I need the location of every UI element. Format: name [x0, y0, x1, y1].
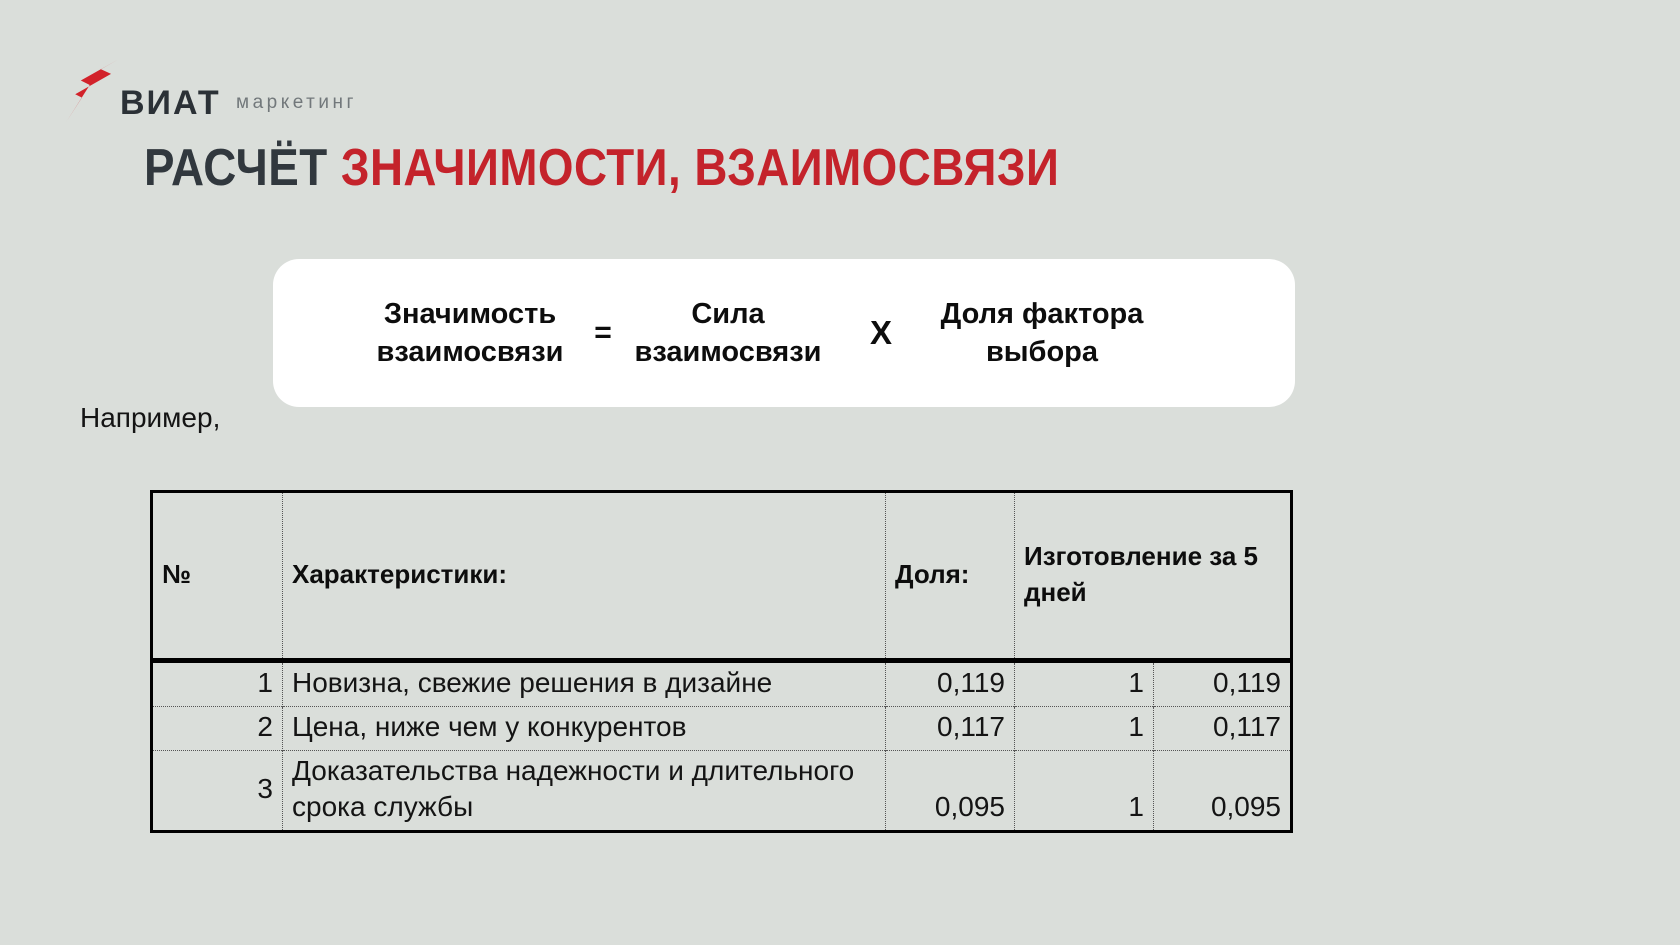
row-characteristic: Цена, ниже чем у конкурентов	[283, 707, 886, 751]
equals-operator: =	[594, 316, 612, 349]
header-number: №	[162, 559, 191, 589]
formula-term-share: Доля фактора выбора	[940, 298, 1144, 368]
row-share: 0,119	[886, 661, 1015, 707]
row-number: 2	[257, 711, 273, 742]
factors-table-container	[150, 490, 1293, 833]
row-result: 0,095	[1154, 751, 1292, 832]
row-share: 0,095	[886, 751, 1015, 832]
table-header-row	[152, 492, 1292, 661]
row-share: 0,117	[886, 707, 1015, 751]
brand-name: ВИАТ	[120, 84, 221, 122]
row-number: 3	[257, 773, 273, 804]
title-prefix: РАСЧЁТ	[144, 139, 341, 197]
row-strength: 1	[1015, 661, 1154, 707]
row-strength: 1	[1015, 751, 1154, 832]
table-row	[152, 751, 1292, 832]
factors-table	[150, 490, 1293, 833]
title-highlight: ЗНАЧИМОСТИ, ВЗАИМОСВЯЗИ	[340, 139, 1060, 197]
formula-term-strength: Сила взаимосвязи	[634, 298, 822, 368]
row-number: 1	[257, 667, 273, 698]
header-production-factor: Изготовление за 5 дней	[1015, 492, 1292, 661]
row-strength: 1	[1015, 707, 1154, 751]
page-title	[144, 138, 1059, 198]
row-result: 0,119	[1154, 661, 1292, 707]
formula-card	[273, 259, 1295, 407]
row-result: 0,117	[1154, 707, 1292, 751]
formula-term-significance: Значимость взаимосвязи	[376, 298, 564, 368]
example-label: Например,	[80, 402, 221, 433]
row-characteristic: Новизна, свежие решения в дизайне	[283, 661, 886, 707]
multiply-operator: X	[869, 314, 893, 351]
header-characteristics: Характеристики:	[283, 492, 886, 661]
table-row	[152, 707, 1292, 751]
header-share: Доля:	[886, 492, 1015, 661]
brand-subtitle: маркетинг	[236, 92, 357, 113]
logo-arrow-icon	[64, 58, 120, 124]
row-characteristic: Доказательства надежности и длительного срока службы	[283, 751, 886, 832]
table-row	[152, 661, 1292, 707]
